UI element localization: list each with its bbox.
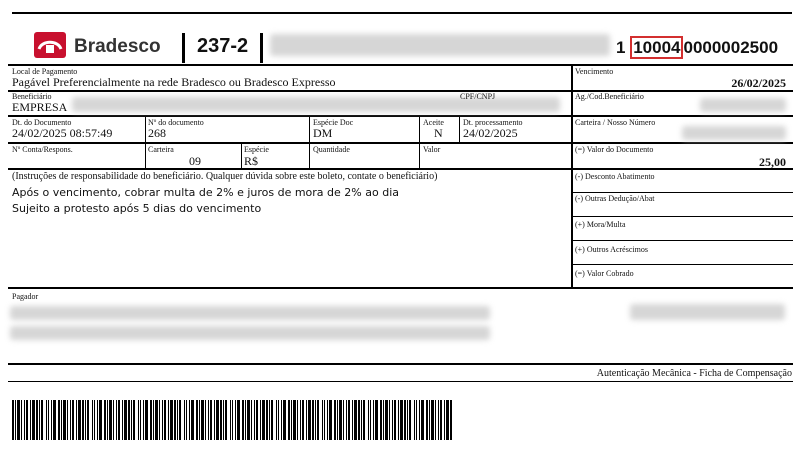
barcode-bar <box>283 400 286 440</box>
n-documento-value: 268 <box>148 126 166 140</box>
grid-line <box>8 115 793 117</box>
digitable-line-redacted <box>270 34 610 56</box>
barcode-bar <box>143 400 144 440</box>
grid-line <box>145 115 146 169</box>
barcode-bar <box>26 400 28 440</box>
barcode-bar <box>82 400 84 440</box>
barcode-bar <box>232 400 233 440</box>
barcode-bar <box>404 400 406 440</box>
barcode-bar <box>201 400 204 440</box>
barcode-bar <box>276 400 277 440</box>
grid-line <box>8 381 793 382</box>
barcode-bar <box>116 400 117 440</box>
pagador-name-redacted <box>10 306 490 320</box>
local-pagamento-value: Pagável Preferencialmente na rede Bradesco ou Bradesco Expresso <box>12 75 336 89</box>
barcode-bar <box>354 400 357 440</box>
dt-documento-label: Dt. do Documento <box>12 118 72 127</box>
barcode-bar <box>76 400 77 440</box>
instruction-line-1: Após o vencimento, cobrar multa de 2% e juros de mora de 2% ao dia <box>12 186 399 199</box>
barcode-bar <box>242 400 244 440</box>
barcode-bar <box>223 400 224 440</box>
barcode-bar <box>99 400 102 440</box>
barcode-bar <box>87 400 89 440</box>
vencimento-value: 26/02/2025 <box>731 76 786 90</box>
barcode-bar <box>39 400 40 440</box>
carteira-nosso-label: Carteira / Nosso Número <box>575 118 656 127</box>
barcode-bar <box>322 400 323 440</box>
barcode-bar <box>380 400 382 440</box>
digitable-line-prefix: 1 <box>616 38 626 57</box>
barcode-bar <box>174 400 176 440</box>
barcode-bar <box>337 400 338 440</box>
barcode-bar <box>58 400 60 440</box>
barcode-bar <box>94 400 95 440</box>
barcode <box>12 400 458 440</box>
barcode-bar <box>131 400 132 440</box>
barcode-bar <box>329 400 332 440</box>
barcode-bar <box>122 400 123 440</box>
barcode-bar <box>24 400 25 440</box>
dt-processamento-value: 24/02/2025 <box>463 126 518 140</box>
barcode-bar <box>269 400 270 440</box>
barcode-bar <box>394 400 396 440</box>
carteira-label: Carteira <box>148 145 174 154</box>
barcode-bar <box>440 400 442 440</box>
grid-line <box>8 90 793 92</box>
barcode-bar <box>189 400 190 440</box>
barcode-bar <box>12 400 14 440</box>
especie-doc-value: DM <box>313 126 333 140</box>
barcode-bar <box>168 400 169 440</box>
n-conta-label: Nº Conta/Respons. <box>12 145 73 154</box>
barcode-bar <box>128 400 130 440</box>
barcode-bar <box>140 400 141 440</box>
pagador-doc-redacted <box>630 304 785 320</box>
header-divider-2 <box>260 33 263 63</box>
barcode-bar <box>431 400 434 440</box>
grid-line <box>572 240 793 241</box>
grid-line <box>8 287 793 289</box>
footer-text: Autenticação Mecânica - Ficha de Compensação <box>596 368 792 379</box>
barcode-bar <box>416 400 417 440</box>
dt-processamento-label: Dt. processamento <box>463 118 523 127</box>
barcode-bar <box>41 400 43 440</box>
barcode-bar <box>446 400 449 440</box>
outras-deducoes-label: (-) Outras Dedução/Abat <box>575 194 655 203</box>
barcode-bar <box>97 400 98 440</box>
barcode-bar <box>271 400 273 440</box>
barcode-bar <box>385 400 388 440</box>
quantidade-label: Quantidade <box>313 145 350 154</box>
barcode-bar <box>191 400 194 440</box>
barcode-bar <box>317 400 319 440</box>
barcode-bar <box>61 400 62 440</box>
barcode-bar <box>327 400 328 440</box>
digitable-line-rest: 0000002500 <box>683 38 779 57</box>
barcode-bar <box>368 400 369 440</box>
barcode-bar <box>210 400 212 440</box>
barcode-bar <box>208 400 209 440</box>
grid-line <box>8 142 793 144</box>
carteira-value: 09 <box>189 154 201 168</box>
barcode-bar <box>251 400 252 440</box>
barcode-bar <box>72 400 74 440</box>
especie-value: R$ <box>244 154 259 168</box>
barcode-bar <box>177 400 178 440</box>
barcode-bar <box>419 400 420 440</box>
barcode-bar <box>46 400 47 440</box>
barcode-bar <box>389 400 390 440</box>
dt-documento-value: 24/02/2025 08:57:49 <box>12 126 113 140</box>
barcode-bar <box>288 400 290 440</box>
desconto-label: (-) Desconto Abatimento <box>575 172 655 181</box>
barcode-bar <box>421 400 424 440</box>
barcode-bar <box>17 400 20 440</box>
barcode-bar <box>256 400 258 440</box>
grid-line <box>8 64 793 66</box>
barcode-bar <box>118 400 120 440</box>
barcode-bar <box>15 400 16 440</box>
barcode-bar <box>383 400 384 440</box>
barcode-bar <box>138 400 139 440</box>
instruction-line-2: Sujeito a protesto após 5 dias do vencimento <box>12 202 262 215</box>
especie-doc-label: Espécie Doc <box>313 118 354 127</box>
barcode-bar <box>216 400 219 440</box>
outros-acrescimos-label: (+) Outros Acréscimos <box>575 245 648 254</box>
barcode-bar <box>107 400 108 440</box>
bank-name: Bradesco <box>74 36 161 57</box>
barcode-bar <box>30 400 31 440</box>
barcode-bar <box>36 400 38 440</box>
barcode-bar <box>266 400 268 440</box>
barcode-bar <box>63 400 66 440</box>
header-divider-1 <box>182 33 185 63</box>
beneficiario-value: EMPRESA <box>12 100 68 114</box>
barcode-bar <box>124 400 127 440</box>
barcode-bar <box>230 400 231 440</box>
grid-line <box>241 142 242 169</box>
barcode-bar <box>278 400 279 440</box>
valor-label: Valor <box>423 145 441 154</box>
n-documento-label: Nº do documento <box>148 118 204 127</box>
barcode-bar <box>220 400 222 440</box>
barcode-bar <box>104 400 106 440</box>
barcode-bar <box>153 400 154 440</box>
barcode-bar <box>184 400 185 440</box>
grid-line <box>8 168 793 170</box>
barcode-bar <box>247 400 250 440</box>
barcode-bar <box>214 400 215 440</box>
barcode-bar <box>150 400 152 440</box>
barcode-bar <box>429 400 430 440</box>
barcode-bar <box>373 400 374 440</box>
barcode-bar <box>312 400 314 440</box>
barcode-bar <box>348 400 350 440</box>
barcode-bar <box>308 400 311 440</box>
bradesco-logo-icon <box>34 32 66 58</box>
barcode-bar <box>92 400 93 440</box>
barcode-bar <box>334 400 336 440</box>
beneficiario-label: Beneficiário <box>12 92 52 101</box>
barcode-bar <box>339 400 342 440</box>
barcode-bar <box>32 400 35 440</box>
barcode-bar <box>300 400 301 440</box>
valor-cobrado-label: (=) Valor Cobrado <box>575 269 634 278</box>
ag-cod-redacted <box>700 98 786 112</box>
local-pagamento-label: Local de Pagamento <box>12 67 78 76</box>
barcode-bar <box>281 400 282 440</box>
barcode-bar <box>260 400 261 440</box>
barcode-bar <box>291 400 292 440</box>
barcode-bar <box>85 400 86 440</box>
bank-logo <box>34 32 66 58</box>
barcode-bar <box>155 400 158 440</box>
grid-line <box>419 115 420 169</box>
barcode-bar <box>78 400 81 440</box>
barcode-bar <box>400 400 403 440</box>
barcode-bar <box>297 400 298 440</box>
barcode-bar <box>205 400 206 440</box>
aceite-value: N <box>434 126 443 140</box>
barcode-bar <box>179 400 181 440</box>
nosso-numero-redacted <box>682 126 786 140</box>
grid-line <box>572 216 793 217</box>
grid-line <box>571 64 573 288</box>
bank-code: 237-2 <box>197 35 249 57</box>
grid-line <box>572 264 793 265</box>
barcode-bar <box>306 400 307 440</box>
barcode-bar <box>235 400 236 440</box>
barcode-bar <box>414 400 415 440</box>
barcode-bar <box>67 400 68 440</box>
grid-line <box>309 115 310 169</box>
barcode-bar <box>435 400 436 440</box>
barcode-bar <box>426 400 428 440</box>
valor-documento-value: 25,00 <box>759 155 786 169</box>
barcode-bar <box>21 400 22 440</box>
barcode-bar <box>375 400 378 440</box>
valor-documento-label: (=) Valor do Documento <box>575 145 654 154</box>
especie-label: Espécie <box>244 145 269 154</box>
aceite-label: Aceite <box>423 118 444 127</box>
barcode-bar <box>293 400 296 440</box>
barcode-bar <box>196 400 198 440</box>
barcode-bar <box>438 400 439 440</box>
barcode-bar <box>444 400 445 440</box>
barcode-bar <box>109 400 112 440</box>
barcode-bar <box>358 400 360 440</box>
barcode-bar <box>262 400 265 440</box>
cpf-cnpj-label: CPF/CNPJ <box>460 92 496 101</box>
barcode-bar <box>245 400 246 440</box>
barcode-bar <box>70 400 71 440</box>
pagador-label: Pagador <box>12 292 39 301</box>
barcode-bar <box>398 400 399 440</box>
barcode-bar <box>159 400 160 440</box>
barcode-bar <box>346 400 347 440</box>
barcode-bar <box>370 400 371 440</box>
barcode-bar <box>51 400 52 440</box>
vencimento-label: Vencimento <box>575 67 614 76</box>
ag-cod-label: Ag./Cod.Beneficiário <box>575 92 644 101</box>
barcode-bar <box>145 400 148 440</box>
top-border <box>12 12 792 14</box>
mora-multa-label: (+) Mora/Multa <box>575 220 626 229</box>
barcode-bar <box>392 400 393 440</box>
pagador-address-redacted <box>10 326 490 340</box>
barcode-bar <box>162 400 163 440</box>
barcode-bar <box>407 400 408 440</box>
barcode-bar <box>186 400 187 440</box>
grid-line <box>572 192 793 193</box>
barcode-bar <box>237 400 240 440</box>
barcode-bar <box>113 400 114 440</box>
barcode-bar <box>361 400 362 440</box>
barcode-bar <box>164 400 166 440</box>
barcode-bar <box>363 400 365 440</box>
digitable-line <box>616 38 778 58</box>
barcode-bar <box>53 400 56 440</box>
barcode-bar <box>133 400 135 440</box>
barcode-bar <box>225 400 227 440</box>
barcode-bar <box>199 400 200 440</box>
grid-line <box>459 115 460 143</box>
barcode-bar <box>409 400 411 440</box>
instructions-header: (Instruções de responsabilidade do beneficiário. Qualquer dúvida sobre este boleto, contate o beneficiário) <box>12 171 438 182</box>
barcode-bar <box>170 400 173 440</box>
barcode-bar <box>450 400 452 440</box>
barcode-bar <box>343 400 344 440</box>
barcode-bar <box>352 400 353 440</box>
digitable-line-highlight: 10004 <box>630 36 683 59</box>
barcode-bar <box>254 400 255 440</box>
barcode-bar <box>48 400 49 440</box>
barcode-bar <box>315 400 316 440</box>
grid-line <box>8 363 793 365</box>
barcode-bar <box>302 400 304 440</box>
barcode-bar <box>324 400 325 440</box>
